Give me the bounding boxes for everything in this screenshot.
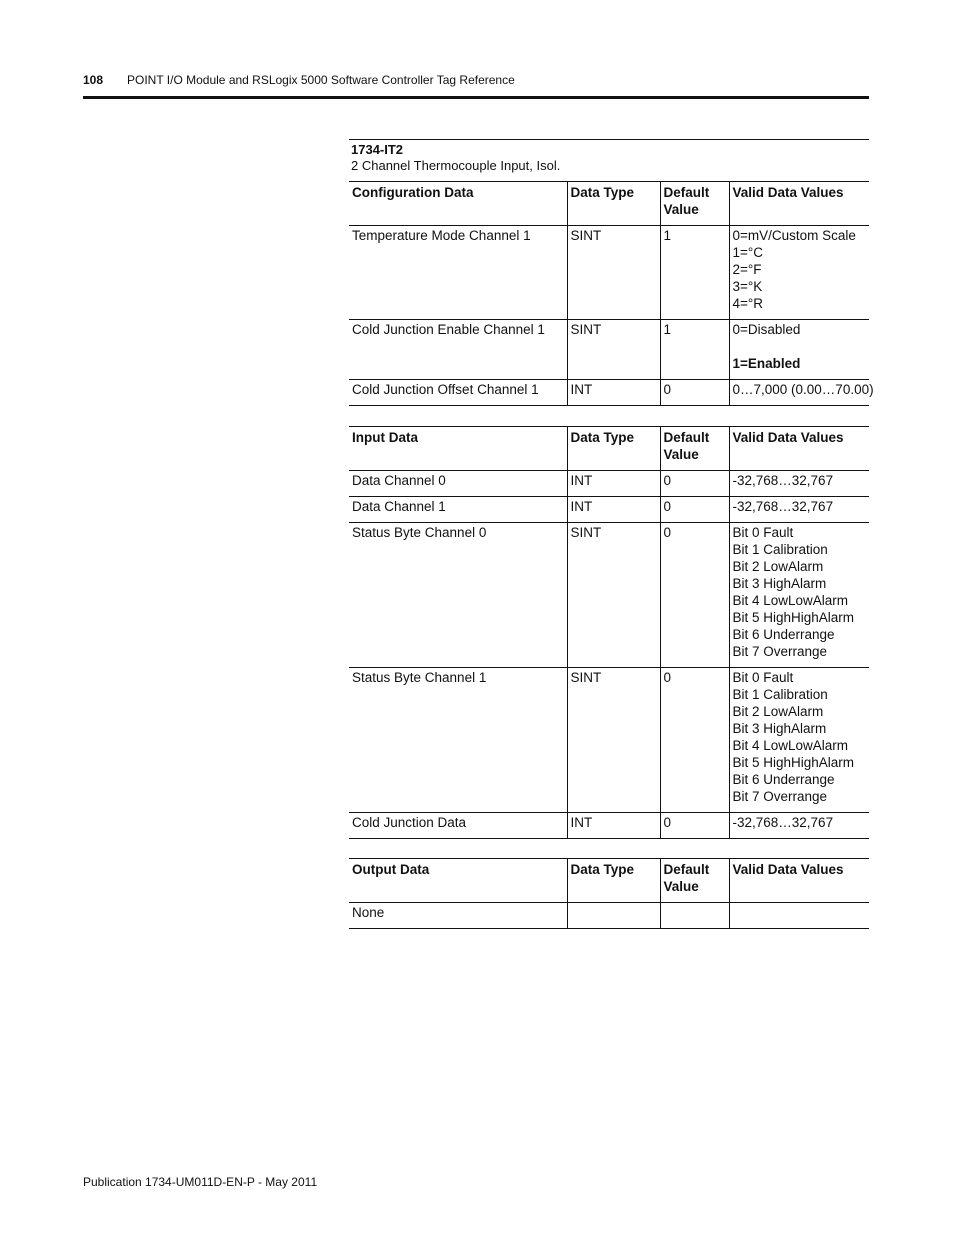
cell-name: Cold Junction Data: [349, 813, 567, 839]
cell-values: [729, 668, 869, 813]
cell-type: SINT: [567, 226, 660, 320]
value-line: Bit 6 Underrange: [732, 627, 835, 642]
table-row: [349, 497, 869, 523]
cell-values: [729, 320, 869, 380]
table-row: [349, 380, 869, 406]
col-header-input-data: Input Data: [349, 427, 567, 471]
col-header-configuration-data: Configuration Data: [349, 182, 567, 226]
value-line: Bit 3 HighAlarm: [732, 721, 827, 736]
configuration-data-table: [349, 181, 874, 406]
cell-default: 0: [660, 471, 729, 497]
cell-values: [729, 497, 869, 523]
value-line: 0=Disabled: [732, 322, 801, 337]
value-line: Bit 7 Overrange: [732, 644, 828, 659]
table-row: [349, 226, 869, 320]
value-line: Bit 0 Fault: [732, 525, 794, 540]
cell-values: [729, 813, 869, 839]
col-header-valid-data-values: Valid Data Values: [729, 859, 869, 903]
module-heading: [349, 139, 869, 174]
col-header-valid-data-values: Valid Data Values: [729, 182, 869, 226]
value-line: -32,768…32,767: [732, 499, 834, 514]
table-row: [349, 523, 869, 668]
cell-default: 0: [660, 668, 729, 813]
value-line: 0…7,000 (0.00…70.00): [732, 382, 874, 397]
cell-default: 0: [660, 523, 729, 668]
cell-type: INT: [567, 497, 660, 523]
cell-type: [567, 903, 660, 929]
module-description: 2 Channel Thermocouple Input, Isol.: [351, 158, 561, 173]
value-spacer: [733, 338, 868, 355]
module-id: 1734-IT2: [351, 142, 404, 157]
cell-name: Data Channel 0: [349, 471, 567, 497]
input-data-table: [349, 426, 869, 839]
value-line: Bit 3 HighAlarm: [732, 576, 827, 591]
cell-values: [729, 903, 869, 929]
cell-values: [729, 226, 869, 320]
cell-name: Cold Junction Enable Channel 1: [349, 320, 567, 380]
table-row: [349, 813, 869, 839]
cell-default: 0: [660, 813, 729, 839]
value-line: Bit 5 HighHighAlarm: [732, 755, 855, 770]
cell-type: SINT: [567, 668, 660, 813]
value-line: Bit 2 LowAlarm: [732, 559, 824, 574]
value-line: 3=°K: [732, 279, 763, 294]
cell-type: INT: [567, 471, 660, 497]
value-line: Bit 7 Overrange: [732, 789, 828, 804]
cell-name: Status Byte Channel 0: [349, 523, 567, 668]
value-line: Bit 2 LowAlarm: [732, 704, 824, 719]
value-line: Bit 1 Calibration: [732, 687, 828, 702]
cell-name: Data Channel 1: [349, 497, 567, 523]
page-number: 108: [83, 73, 104, 87]
cell-default: [660, 903, 729, 929]
cell-default: 1: [660, 226, 729, 320]
col-header-data-type: Data Type: [567, 859, 660, 903]
table-row: [349, 903, 869, 929]
cell-type: SINT: [567, 523, 660, 668]
running-header-title: POINT I/O Module and RSLogix 5000 Software Controller Tag Reference: [127, 73, 515, 87]
col-header-valid-data-values: Valid Data Values: [729, 427, 869, 471]
cell-name: Status Byte Channel 1: [349, 668, 567, 813]
col-header-default-value: Default Value: [660, 182, 729, 226]
value-line: Bit 1 Calibration: [732, 542, 828, 557]
value-line: Bit 5 HighHighAlarm: [732, 610, 855, 625]
value-line: Bit 0 Fault: [732, 670, 794, 685]
value-line: Bit 6 Underrange: [732, 772, 835, 787]
value-line: 4=°R: [732, 296, 764, 311]
col-header-output-data: Output Data: [349, 859, 567, 903]
cell-values: [729, 523, 869, 668]
value-line: 1=°C: [732, 245, 764, 260]
header-rule: [83, 96, 869, 99]
output-data-table: [349, 858, 869, 929]
cell-type: INT: [567, 813, 660, 839]
cell-name: None: [349, 903, 567, 929]
cell-default: 0: [660, 380, 729, 406]
cell-default: 0: [660, 497, 729, 523]
col-header-data-type: Data Type: [567, 427, 660, 471]
table-row: [349, 320, 869, 380]
table-row: [349, 668, 869, 813]
value-line: -32,768…32,767: [732, 473, 834, 488]
table-row: [349, 471, 869, 497]
publication-footer: Publication 1734-UM011D-EN-P - May 2011: [83, 1175, 318, 1189]
cell-values: [729, 380, 874, 406]
cell-name: Temperature Mode Channel 1: [349, 226, 567, 320]
cell-type: INT: [567, 380, 660, 406]
value-line: 0=mV/Custom Scale: [732, 228, 856, 243]
cell-name: Cold Junction Offset Channel 1: [349, 380, 567, 406]
value-line: Bit 4 LowLowAlarm: [732, 738, 849, 753]
cell-default: 1: [660, 320, 729, 380]
value-line: Bit 4 LowLowAlarm: [732, 593, 849, 608]
col-header-default-value: Default Value: [660, 427, 729, 471]
value-line: 2=°F: [732, 262, 762, 277]
cell-values: [729, 471, 869, 497]
value-line-emphasized: 1=Enabled: [732, 356, 801, 371]
col-header-default-value: Default Value: [660, 859, 729, 903]
col-header-data-type: Data Type: [567, 182, 660, 226]
cell-type: SINT: [567, 320, 660, 380]
value-line: -32,768…32,767: [732, 815, 834, 830]
